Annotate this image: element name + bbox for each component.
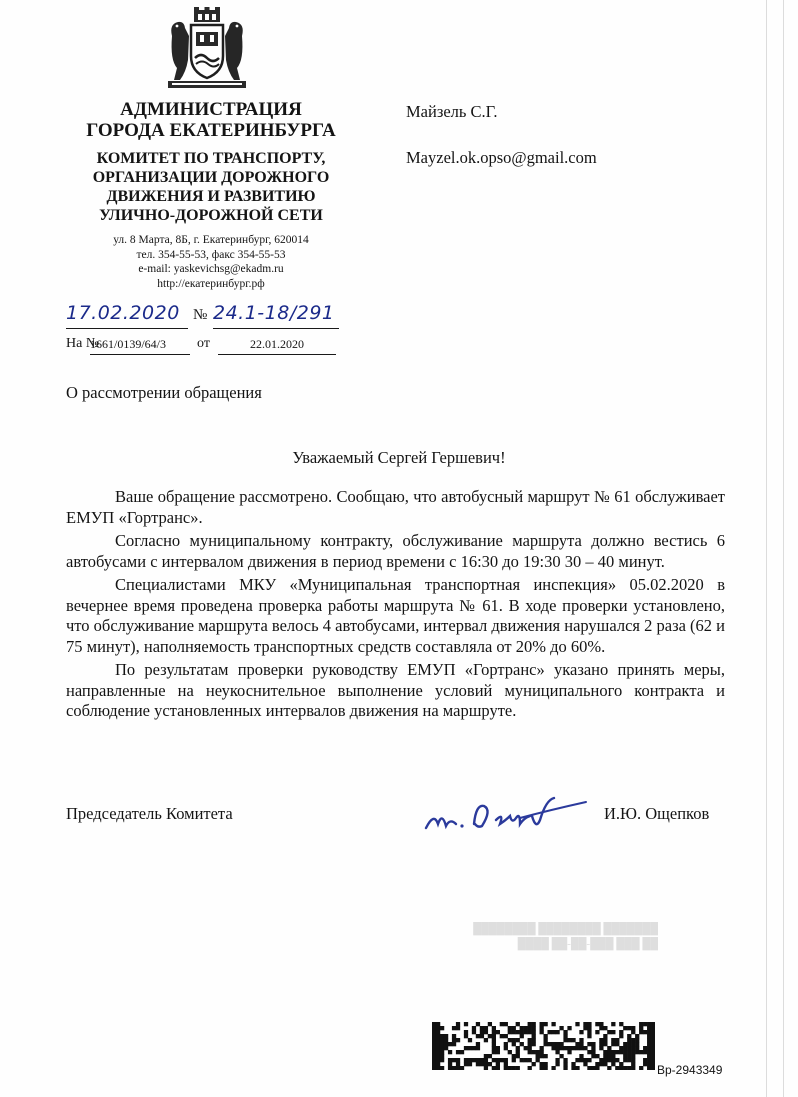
body-paragraph: Ваше обращение рассмотрено. Сообщаю, что автобусный маршрут № 61 обслуживает ЕМУП «Гортранс». — [66, 487, 725, 527]
reference-date: 22.01.2020 — [218, 336, 336, 355]
salutation: Уважаемый Сергей Гершевич! — [292, 448, 506, 467]
addressee-block — [406, 102, 597, 168]
body-paragraph: Согласно муниципальному контракту, обслуживание маршрута должно вестись 6 автобусами с интервалом движения в период времени с 16:30 до 19:30 30 – 40 минут. — [66, 531, 725, 571]
org-line: ГОРОДА ЕКАТЕРИНБУРГА — [86, 120, 336, 141]
document-barcode — [432, 1022, 655, 1070]
addressee-name: Майзель С.Г. — [406, 102, 498, 121]
handwritten-signature — [420, 790, 590, 836]
address-text: ул. 8 Марта, 8Б, г. Екатеринбург, 620014 — [113, 234, 309, 246]
signer-name: И.Ю. Ощепков — [604, 804, 710, 823]
website-text: http://екатеринбург.рф — [157, 277, 265, 290]
subject-line: О рассмотрении обращения — [66, 383, 262, 402]
reference-from-label: от — [197, 336, 210, 351]
number-label: № — [193, 307, 208, 323]
committee-line: УЛИЧНО-ДОРОЖНОЙ СЕТИ — [99, 207, 323, 224]
committee-line: ДВИЖЕНИЯ И РАЗВИТИЮ — [106, 188, 316, 205]
page-edge — [766, 0, 767, 1097]
barcode-id: Вр-2943349 — [657, 1063, 723, 1077]
organization-name — [66, 99, 356, 141]
city-coat-of-arms-icon — [164, 6, 250, 90]
phone-text: тел. 354-55-53, факс 354-55-53 — [136, 248, 286, 261]
body-paragraph: Специалистами МКУ «Муниципальная транспортная инспекция» 05.02.2020 в вечернее время проведена проверка работы маршрута № 61. В ходе проверки установлено, что обслуживание маршрута велось 4 автобусами, интервал движения нарушался 2 раза (62 и 75 минут), наполняемость транспортных средств составляла от 20% до 60%. — [66, 575, 725, 656]
reference-label: На № — [66, 336, 100, 351]
body-paragraph: По результатам проверки руководству ЕМУП «Гортранс» указано принять меры, направленные на неукоснительное выполнение условий муниципального контракта и соблюдение установленных интервалов движения на маршруте. — [66, 660, 725, 720]
outgoing-number: 24.1-18/291 — [213, 302, 339, 329]
contact-block — [66, 233, 356, 291]
outgoing-date: 17.02.2020 — [66, 302, 188, 329]
committee-line: КОМИТЕТ ПО ТРАНСПОРТУ, — [96, 150, 326, 167]
email-text: e-mail: yaskevichsg@ekadm.ru — [138, 263, 284, 275]
page-edge — [783, 0, 784, 1097]
reference-number: 1661/0139/64/3 — [90, 336, 190, 355]
org-line: АДМИНИСТРАЦИЯ — [120, 99, 302, 120]
addressee-email: Mayzel.ok.opso@gmail.com — [406, 148, 597, 167]
committee-name — [66, 149, 356, 225]
bleed-through-text: ███████ ████████ ████████ ██ ███ ███-██-██ ████ — [473, 923, 658, 950]
committee-line: ОРГАНИЗАЦИИ ДОРОЖНОГО — [92, 169, 330, 186]
letter-body — [66, 487, 725, 725]
signer-title: Председатель Комитета — [66, 804, 233, 823]
